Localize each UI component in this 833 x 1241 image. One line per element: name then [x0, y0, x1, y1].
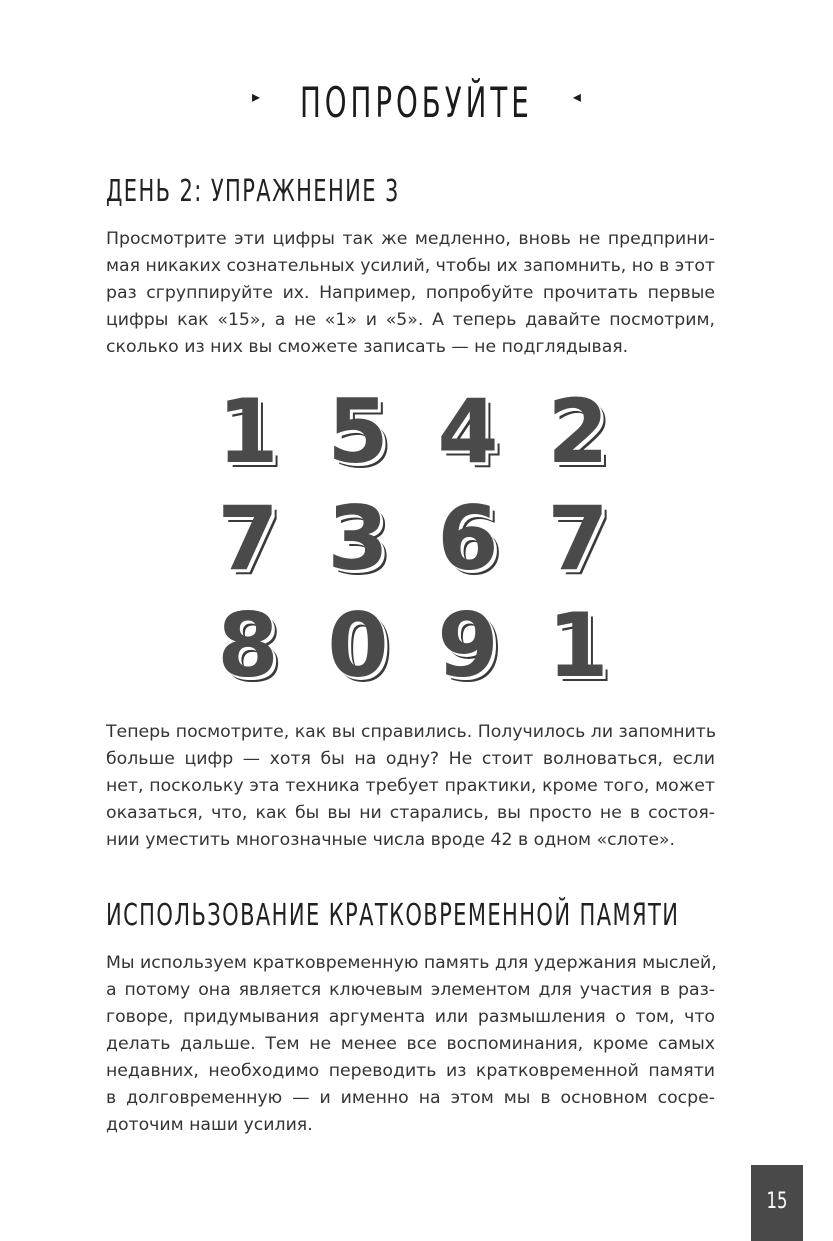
digit: 2 [547, 380, 609, 483]
page-number-tab [751, 1165, 803, 1241]
digit: 7 [217, 487, 279, 590]
text-line: больше цифр — хотя бы на одну? Не стоит волноваться, если [106, 749, 715, 769]
digit: 5 [327, 380, 389, 483]
arrow-right-icon: ▸ [252, 87, 261, 106]
text-line: говоре, придумывания аргумента или размышления о том, что [106, 1007, 715, 1027]
text-line: нии уместить многозначные числа вроде 42 в одном «слоте». [106, 830, 676, 850]
heading-title: ПОПРОБУЙТЕ [300, 78, 533, 127]
text-line: доточим наши усилия. [106, 1115, 313, 1135]
text-line: Теперь посмотрите, как вы справились. Получилось ли запомнить [106, 722, 717, 742]
arrow-left-icon: ◂ [572, 87, 581, 106]
digit: 4 [437, 380, 499, 483]
text-line: мая никаких сознательных усилий, чтобы их запомнить, но в этот [106, 256, 715, 276]
text-line: Мы используем кратковременную память для удержания мыслей, [106, 953, 717, 973]
digit: 0 [327, 594, 389, 697]
text-line: нет, поскольку эта техника требует практики, кроме того, может [106, 776, 715, 796]
digit: 7 [547, 487, 609, 590]
page-heading [0, 78, 833, 127]
page-number: 15 [766, 1189, 788, 1214]
digit-grid [193, 378, 633, 700]
text-line: а потому она является ключевым элементом для участия в раз- [106, 980, 715, 1000]
digit: 6 [437, 487, 499, 590]
text-line: в долговременную — и именно на этом мы в основном сосре- [106, 1088, 715, 1108]
section-paragraph [106, 950, 715, 1139]
text-line: сколько из них вы сможете записать — не подглядывая. [106, 337, 629, 357]
section-title: ИСПОЛЬЗОВАНИЕ КРАТКОВРЕМЕННОЙ ПАМЯТИ [106, 898, 680, 933]
text-line: раз сгруппируйте их. Например, попробуйте прочитать первые [106, 283, 715, 303]
exercise-instructions [106, 226, 715, 361]
text-line: недавних, необходимо переводить из кратковременной памяти [106, 1061, 715, 1081]
result-paragraph [106, 719, 715, 854]
digit: 8 [217, 594, 279, 697]
text-line: делать дальше. Тем не менее все воспоминания, кроме самых [106, 1034, 715, 1054]
digit: 9 [437, 594, 499, 697]
digit: 1 [547, 594, 609, 697]
digit: 3 [327, 487, 389, 590]
text-line: оказаться, что, как бы вы ни старались, вы просто не в состоя- [106, 803, 715, 823]
exercise-title: ДЕНЬ 2: УПРАЖНЕНИЕ 3 [106, 174, 400, 209]
text-line: Просмотрите эти цифры так же медленно, вновь не предприни- [106, 229, 715, 249]
text-line: цифры как «15», а не «1» и «5». А теперь давайте посмотрим, [106, 310, 715, 330]
digit: 1 [217, 380, 279, 483]
